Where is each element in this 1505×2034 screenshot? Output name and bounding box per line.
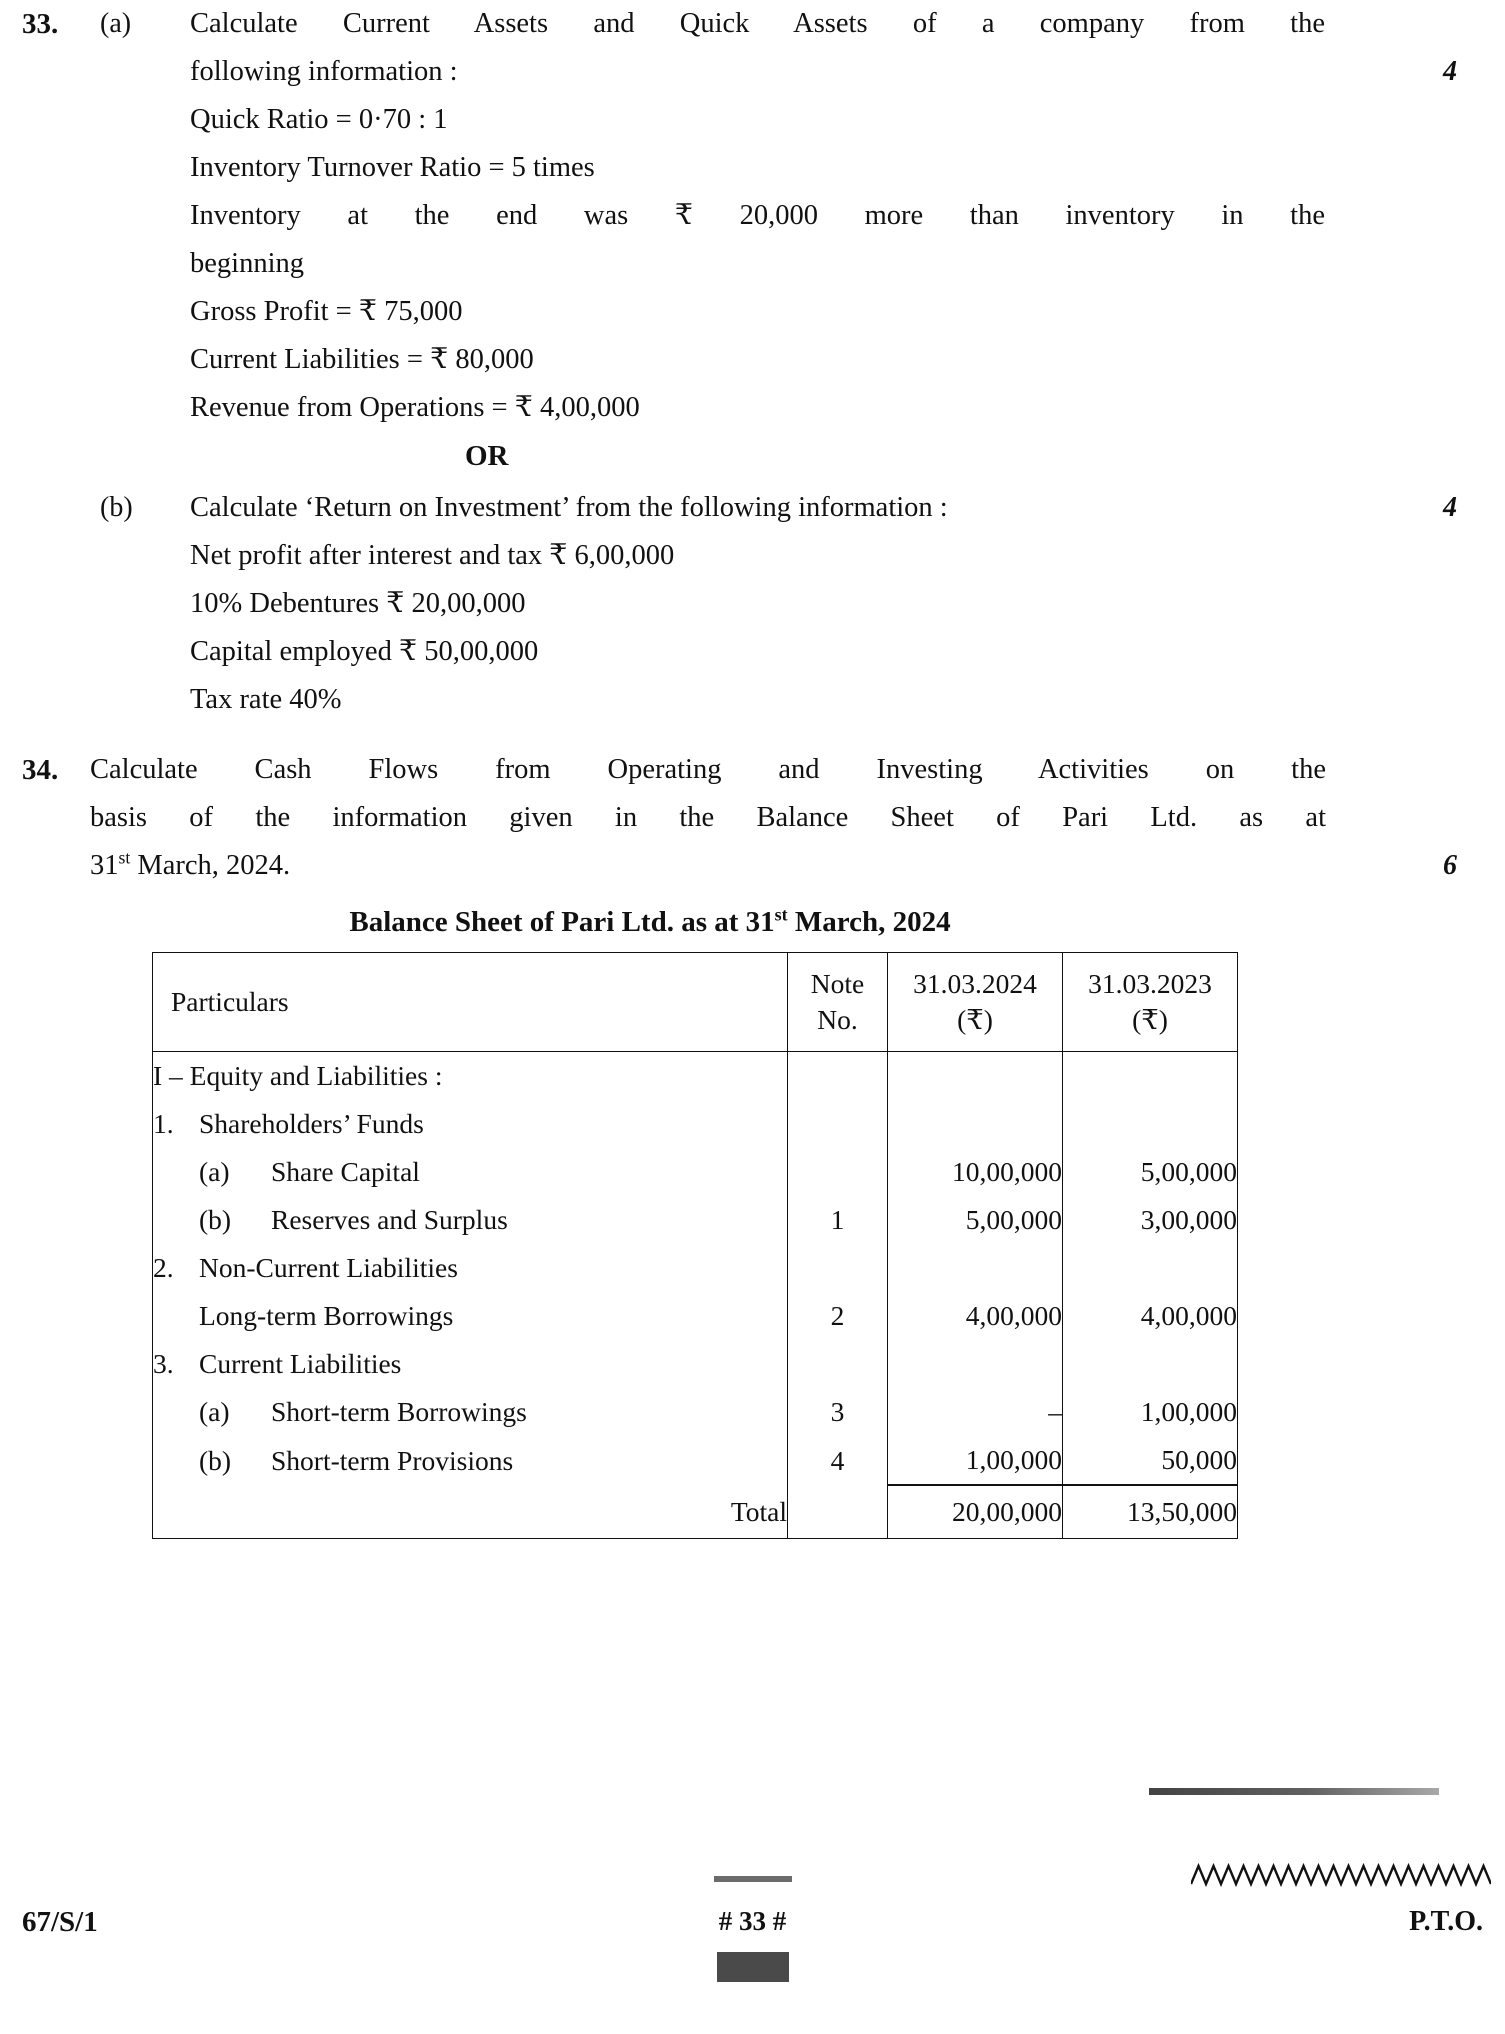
row-label-current-liabilities bbox=[153, 1340, 788, 1388]
or-label-33: OR bbox=[465, 440, 509, 472]
balance-sheet-title-pre: Balance Sheet of Pari Ltd. as at 31 bbox=[349, 906, 775, 938]
row-note: 1 bbox=[788, 1196, 888, 1244]
q33a-info-revenue: Revenue from Operations = ₹ 4,00,000 bbox=[190, 392, 640, 423]
row-label-reserves-surplus bbox=[153, 1196, 788, 1244]
row-note bbox=[788, 1052, 888, 1101]
row-text: Current Liabilities bbox=[199, 1348, 402, 1379]
page-footer bbox=[0, 1906, 1505, 1976]
row-label-share-capital bbox=[153, 1148, 788, 1196]
q33b-info-debentures: 10% Debentures ₹ 20,00,000 bbox=[190, 588, 526, 619]
table-row bbox=[153, 1244, 1238, 1292]
row-value-2023: 50,000 bbox=[1063, 1436, 1238, 1485]
question-34 bbox=[0, 746, 1505, 890]
q34-date-rest: March, 2024. bbox=[130, 850, 291, 881]
table-total-row bbox=[153, 1485, 1238, 1539]
part-label-b: (b) bbox=[100, 492, 133, 523]
year-2023-currency: (₹) bbox=[1132, 1004, 1168, 1035]
q33b-info-tax-rate: Tax rate 40% bbox=[190, 684, 342, 715]
row-number: 2. bbox=[153, 1252, 174, 1283]
or-divider-33 bbox=[0, 432, 1505, 480]
row-value-2023 bbox=[1063, 1340, 1238, 1388]
q33a-inventory-line1: Inventory at the end was ₹ 20,000 more than inventory in the bbox=[190, 200, 1325, 231]
row-note: 2 bbox=[788, 1292, 888, 1340]
scan-mark-top bbox=[714, 1876, 792, 1882]
row-note: 3 bbox=[788, 1388, 888, 1436]
row-number: 1. bbox=[153, 1108, 174, 1139]
year-2024-currency: (₹) bbox=[957, 1004, 993, 1035]
q33a-stem-line2: following information : bbox=[190, 56, 458, 87]
row-text: Short-term Borrowings bbox=[271, 1396, 527, 1427]
table-body bbox=[153, 1052, 1238, 1539]
row-value-2023: 4,00,000 bbox=[1063, 1292, 1238, 1340]
row-alpha: (b) bbox=[199, 1204, 232, 1235]
q33a-stem-line1: Calculate Current Assets and Quick Assets of a company from the bbox=[190, 8, 1325, 39]
row-value-2024: 1,00,000 bbox=[888, 1436, 1063, 1485]
row-note bbox=[788, 1148, 888, 1196]
part-label-a: (a) bbox=[100, 8, 132, 39]
question-33-part-b bbox=[0, 484, 1505, 724]
pto-label: P.T.O. bbox=[1409, 1906, 1483, 1937]
q33b-info-net-profit: Net profit after interest and tax ₹ 6,00,000 bbox=[190, 540, 675, 571]
q33a-info-gross-profit: Gross Profit = ₹ 75,000 bbox=[190, 296, 463, 327]
marks-33a: 4 bbox=[1443, 56, 1457, 87]
row-text: Long-term Borrowings bbox=[199, 1300, 454, 1331]
column-header-note-no bbox=[788, 953, 888, 1052]
row-label-equity-liabilities bbox=[153, 1052, 788, 1101]
column-header-2023 bbox=[1063, 953, 1238, 1052]
table-row bbox=[153, 1340, 1238, 1388]
row-value-2023: 3,00,000 bbox=[1063, 1196, 1238, 1244]
row-value-2024 bbox=[888, 1100, 1063, 1148]
row-value-2023: 1,00,000 bbox=[1063, 1388, 1238, 1436]
row-label-short-term-provisions bbox=[153, 1436, 788, 1485]
scan-artifact-line bbox=[1149, 1788, 1439, 1795]
row-note bbox=[788, 1244, 888, 1292]
question-number-34: 34. bbox=[22, 754, 59, 786]
question-33a-stem bbox=[190, 0, 1325, 96]
row-text: Short-term Provisions bbox=[271, 1444, 514, 1476]
question-33a-body bbox=[190, 0, 1505, 432]
row-label-long-term-borrowings bbox=[153, 1292, 788, 1340]
q34-date-day: 31 bbox=[90, 850, 119, 881]
zigzag-decoration-icon bbox=[1191, 1860, 1491, 1890]
row-value-2023 bbox=[1063, 1052, 1238, 1101]
balance-sheet-title-post: March, 2024 bbox=[787, 906, 951, 938]
q33a-info-current-liabilities: Current Liabilities = ₹ 80,000 bbox=[190, 344, 534, 375]
table-row bbox=[153, 1148, 1238, 1196]
row-text: Share Capital bbox=[271, 1156, 420, 1187]
row-alpha: (a) bbox=[199, 1396, 230, 1427]
row-value-2024 bbox=[888, 1052, 1063, 1101]
year-2023-date: 31.03.2023 bbox=[1088, 968, 1212, 999]
table-row bbox=[153, 1292, 1238, 1340]
marks-33b: 4 bbox=[1443, 492, 1457, 523]
row-label-non-current-liabilities bbox=[153, 1244, 788, 1292]
q33a-inventory-line2: beginning bbox=[190, 248, 304, 279]
question-33b-body bbox=[190, 484, 1505, 724]
question-number-33: 33. bbox=[22, 8, 59, 40]
q33a-info-inventory-end bbox=[190, 192, 1325, 288]
balance-sheet-title bbox=[30, 900, 1270, 944]
row-label-shareholders-funds bbox=[153, 1100, 788, 1148]
row-value-2024: – bbox=[888, 1388, 1063, 1436]
table-row bbox=[153, 1052, 1238, 1101]
row-value-2024: 4,00,000 bbox=[888, 1292, 1063, 1340]
row-value-2024 bbox=[888, 1340, 1063, 1388]
row-text: Reserves and Surplus bbox=[271, 1204, 508, 1235]
row-number: 3. bbox=[153, 1348, 174, 1379]
balance-sheet-title-ordinal: st bbox=[774, 904, 788, 925]
q34-stem-line3 bbox=[90, 842, 1505, 890]
total-label: Total bbox=[153, 1485, 788, 1539]
page-number: # 33 # bbox=[718, 1906, 787, 1936]
question-34-stem bbox=[90, 746, 1326, 842]
note-header-line1: Note bbox=[810, 968, 865, 999]
column-header-particulars: Particulars bbox=[153, 953, 788, 1052]
row-value-2024 bbox=[888, 1244, 1063, 1292]
table-header-row bbox=[153, 953, 1238, 1052]
table-row bbox=[153, 1100, 1238, 1148]
row-value-2023 bbox=[1063, 1100, 1238, 1148]
total-value-2023: 13,50,000 bbox=[1063, 1485, 1238, 1539]
row-label-short-term-borrowings bbox=[153, 1388, 788, 1436]
question-33-part-a bbox=[0, 0, 1505, 432]
or-body bbox=[190, 432, 1505, 480]
balance-sheet-table bbox=[152, 952, 1238, 1539]
q33b-stem: Calculate ‘Return on Investment’ from the following information : bbox=[190, 492, 948, 523]
row-value-2023 bbox=[1063, 1244, 1238, 1292]
scan-mark-bottom bbox=[717, 1952, 789, 1982]
row-value-2024: 5,00,000 bbox=[888, 1196, 1063, 1244]
year-2024-date: 31.03.2024 bbox=[913, 968, 1037, 999]
question-34-body bbox=[90, 746, 1505, 890]
paper-code: 67/S/1 bbox=[22, 1906, 98, 1938]
table-row bbox=[153, 1196, 1238, 1244]
total-note bbox=[788, 1485, 888, 1539]
note-header-line2: No. bbox=[817, 1004, 858, 1035]
row-note bbox=[788, 1340, 888, 1388]
q33b-info-capital-employed: Capital employed ₹ 50,00,000 bbox=[190, 636, 539, 667]
q33a-info-inventory-turnover: Inventory Turnover Ratio = 5 times bbox=[190, 152, 595, 183]
q34-stem-line1: Calculate Cash Flows from Operating and Investing Activities on the bbox=[90, 754, 1326, 785]
marks-34: 6 bbox=[1443, 850, 1457, 881]
row-text: Shareholders’ Funds bbox=[199, 1108, 424, 1139]
row-note bbox=[788, 1100, 888, 1148]
row-note: 4 bbox=[788, 1436, 888, 1485]
row-alpha: (b) bbox=[199, 1444, 232, 1476]
row-value-2024: 10,00,000 bbox=[888, 1148, 1063, 1196]
table-row bbox=[153, 1388, 1238, 1436]
row-alpha: (a) bbox=[199, 1156, 230, 1187]
table-row bbox=[153, 1436, 1238, 1485]
row-value-2023: 5,00,000 bbox=[1063, 1148, 1238, 1196]
row-text: I – Equity and Liabilities : bbox=[153, 1060, 443, 1091]
q34-date-ordinal: st bbox=[118, 847, 131, 868]
column-header-2024 bbox=[888, 953, 1063, 1052]
q33a-info-quick-ratio: Quick Ratio = 0·70 : 1 bbox=[190, 104, 448, 135]
row-text: Non-Current Liabilities bbox=[199, 1252, 458, 1283]
q34-stem-line2: basis of the information given in the Balance Sheet of Pari Ltd. as at bbox=[90, 802, 1326, 833]
total-value-2024: 20,00,000 bbox=[888, 1485, 1063, 1539]
